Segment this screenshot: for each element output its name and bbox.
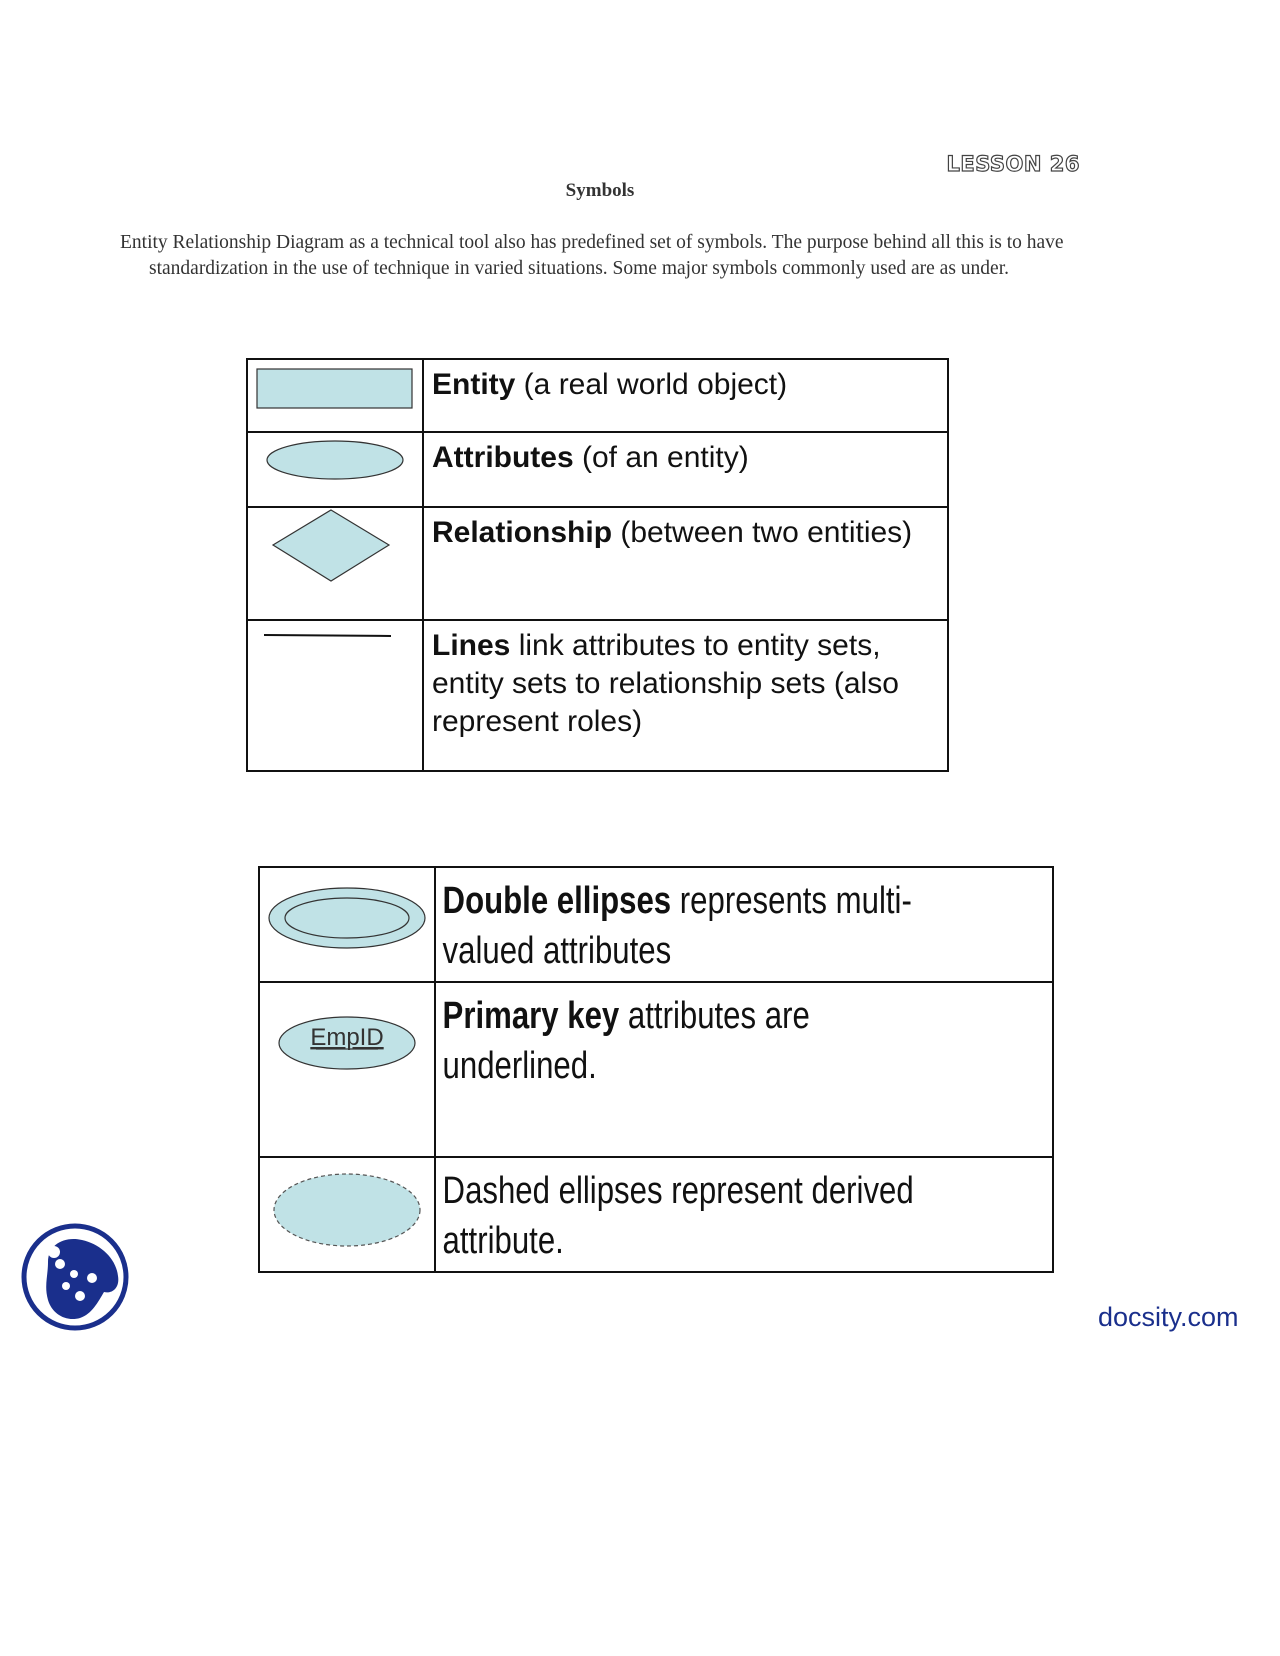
entity-symbol-cell: [247, 359, 423, 432]
line-text: link attributes to entity sets, entity sets to relationship sets (also represent roles): [432, 629, 899, 738]
primary-key-text: attributes are underlined.: [442, 995, 810, 1087]
docsity-logo: [20, 1222, 130, 1337]
double-ellipse-term: Double ellipses: [442, 880, 672, 922]
primary-key-ellipse-icon: [260, 983, 434, 1151]
line-symbol-cell: [247, 620, 423, 771]
relationship-term: Relationship: [432, 516, 613, 549]
relationship-description: [424, 508, 947, 552]
lesson-number: LESSON 26: [946, 152, 1080, 176]
line-icon: [248, 621, 422, 765]
attribute-term: Attributes: [432, 441, 574, 474]
ellipse-icon: [248, 433, 422, 501]
line-description: [424, 621, 947, 741]
relationship-text: (between two entities): [612, 516, 913, 549]
attribute-symbol-cell: [247, 432, 423, 507]
dashed-ellipse-desc-cell: [435, 1157, 1053, 1272]
docsity-link[interactable]: docsity.com: [1098, 1302, 1239, 1332]
entity-desc-cell: [423, 359, 948, 432]
symbols-table-2: [258, 866, 1054, 1273]
double-ellipse-desc-cell: [435, 867, 1053, 982]
rectangle-icon: [248, 360, 422, 426]
primary-key-symbol-cell: [259, 982, 435, 1157]
line-desc-cell: [423, 620, 948, 771]
double-ellipse-icon: [260, 868, 434, 976]
double-ellipse-symbol-cell: [259, 867, 435, 982]
dashed-ellipse-icon: [260, 1158, 434, 1266]
primary-key-term: Primary key: [442, 995, 620, 1037]
attribute-description: [424, 433, 947, 477]
dashed-ellipse-description: [436, 1158, 941, 1266]
dashed-ellipse-symbol-cell: [259, 1157, 435, 1272]
primary-key-desc-cell: [435, 982, 1053, 1157]
section-title: Symbols: [565, 180, 635, 201]
attribute-desc-cell: [423, 432, 948, 507]
attribute-text: (of an entity): [573, 441, 749, 474]
double-ellipse-description: [436, 868, 941, 976]
line-term: Lines: [432, 629, 511, 662]
diamond-icon: [248, 508, 422, 614]
dashed-ellipse-text: Dashed ellipses represent derived attribute.: [442, 1170, 914, 1262]
entity-term: Entity: [432, 368, 516, 401]
primary-key-label: EmpID: [310, 1024, 384, 1051]
symbols-table-1: [246, 358, 949, 772]
double-ellipse-text: represents multi-valued attributes: [442, 880, 912, 972]
entity-description: [424, 360, 947, 404]
relationship-symbol-cell: [247, 507, 423, 620]
primary-key-description: [436, 983, 941, 1091]
relationship-desc-cell: [423, 507, 948, 620]
intro-paragraph: Entity Relationship Diagram as a technical tool also has predefined set of symbols. The purpose behind all this is to have standardization in the use of technique in varied situations. Some major symbols commonly used are as under.: [120, 232, 1064, 279]
entity-text: (a real world object): [515, 368, 788, 401]
docsity-logo-icon: [20, 1222, 130, 1332]
